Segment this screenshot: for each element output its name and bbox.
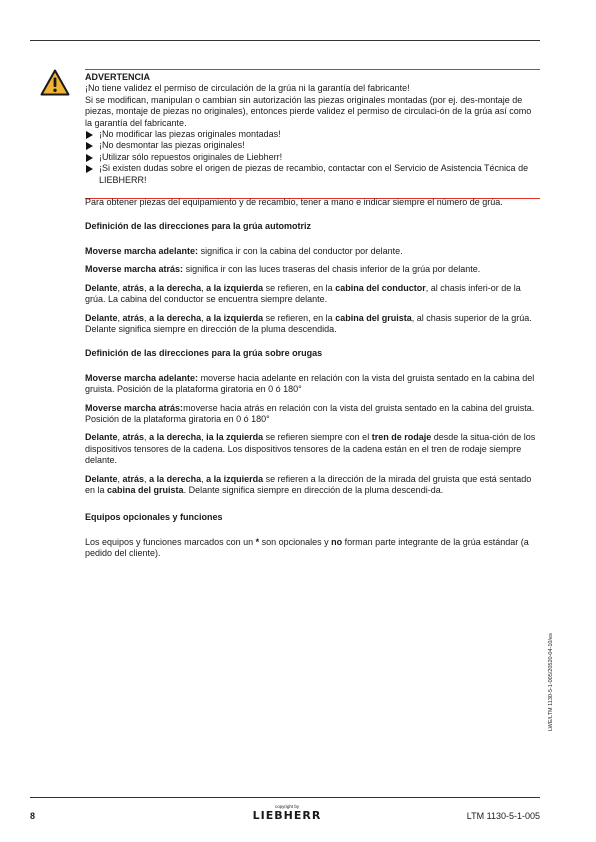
triangle-bullet-icon	[86, 165, 93, 173]
document-body	[85, 72, 540, 560]
paragraph: Moverse marcha atrás: significa ir con las luces traseras del chasis inferior de la grúa por delante.	[85, 264, 481, 275]
warning-line: Si se modifican, manipulan o cambian sin autorización las piezas originales montadas (por ej. des-montaje de piezas, montaje de piezas no originales), entonces pierde validez el permiso de circulaci-ón de la grúa así como la garantía del fabricante.	[85, 94, 532, 128]
section-heading: Definición de las direcciones para la grúa sobre orugas	[85, 348, 323, 359]
paragraph: Delante, atrás, a la derecha, a la izquierda se refieren a la dirección de la mirada del gruista que está sentado en la cabina del gruista. Delante significa siempre en dirección de la pluma descendi-da.	[85, 473, 532, 495]
warning-top-rule	[85, 69, 540, 70]
document-id: LTM 1130-5-1-005	[466, 811, 540, 821]
copyright-label: copyright by	[274, 804, 300, 809]
top-rule	[30, 40, 540, 41]
warning-bullet: ¡No desmontar las piezas originales!	[85, 140, 540, 151]
section-heading: Equipos opcionales y funciones	[85, 512, 223, 523]
warning-line: ¡No tiene validez el permiso de circulación de la grúa ni la garantía del fabricante!	[85, 83, 410, 94]
paragraph: Delante, atrás, a la derecha, ia la zquierda se refieren siempre con el tren de rodaje desde la situa-ción de los dispositivos tensores de la cadena. Los dispositivos tensores de la cadena están en el tren de rodaje siempre delante.	[85, 432, 536, 466]
triangle-bullet-icon	[86, 142, 93, 150]
paragraph: Moverse marcha atrás:moverse hacia atrás en relación con la vista del gruista sentado en la cabina del gruista. Posición de la plataforma giratoria en 0 ó 180°	[85, 402, 535, 424]
warning-bullet: ¡No modificar las piezas originales montadas!	[85, 129, 540, 140]
intro-paragraph: Para obtener piezas del equipamiento y de recambio, tener a mano e indicar siempre el número de grúa.	[85, 197, 503, 208]
paragraph: Moverse marcha adelante: significa ir con la cabina del conductor por delante.	[85, 245, 403, 256]
paragraph: Delante, atrás, a la derecha, a la izquierda se refieren, en la cabina del gruista, al chasis superior de la grúa. Delante significa siempre en dirección de la pluma descendida.	[85, 312, 532, 334]
warning-title: ADVERTENCIA	[85, 72, 151, 82]
warning-bullet: ¡Utilizar sólo repuestos originales de Liebherr!	[85, 152, 540, 163]
paragraph: Moverse marcha adelante: moverse hacia adelante en relación con la vista del gruista sentado en la cabina del gruista. Posición de la plataforma giratoria en 0 ó 180°	[85, 372, 535, 395]
section-heading: Definición de las direcciones para la grúa automotriz	[85, 221, 312, 232]
page-number: 8	[30, 811, 36, 821]
paragraph: Delante, atrás, a la derecha, a la izquierda se refieren, en la cabina del conductor, al chasis inferi-or de la grúa. La cabina del conductor se encuentra siempre delante.	[85, 282, 521, 305]
triangle-bullet-icon	[86, 154, 93, 162]
bottom-rule	[30, 797, 540, 798]
side-document-code: LWE/LTM 1130-5-1-005/20520-04-10/es	[548, 633, 554, 731]
paragraph: Los equipos y funciones marcados con un * son opcionales y no forman parte integrante de la grúa estándar (a pedido del cliente).	[85, 536, 529, 559]
warning-bullet-list	[85, 129, 540, 186]
brand-name: LIEBHERR	[252, 809, 322, 822]
liebherr-logo	[232, 804, 342, 822]
triangle-bullet-icon	[86, 131, 93, 139]
warning-triangle-icon	[40, 69, 70, 96]
warning-bullet: ¡Si existen dudas sobre el origen de piezas de recambio, contactar con el Servicio de Asistencia Técnica de LIEBHERR!	[85, 163, 540, 186]
